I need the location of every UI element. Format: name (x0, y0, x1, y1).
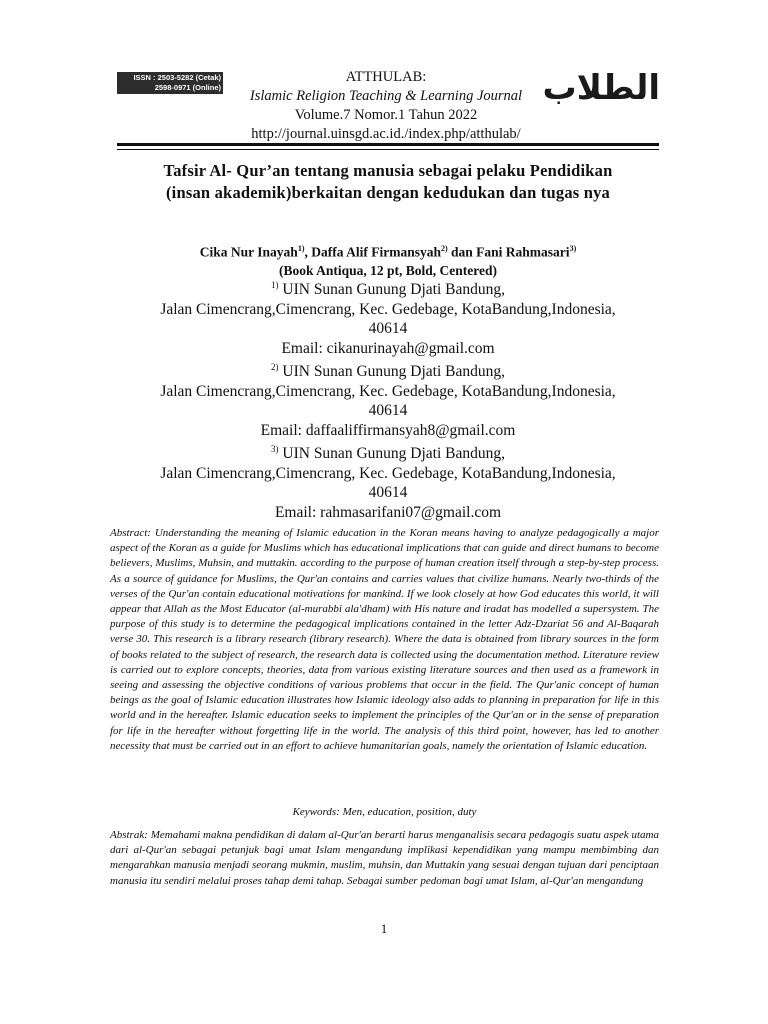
affiliations (100, 276, 676, 522)
author-1-mark: 1) (297, 244, 305, 253)
affiliation-3-postcode: 40614 (368, 484, 408, 502)
affiliation-2-address: Jalan Cimencrang,Cimencrang, Kec. Gedebage, KotaBandung,Indonesia, (160, 382, 616, 400)
header-rule-thick (117, 143, 659, 146)
author-style-note: (Book Antiqua, 12 pt, Bold, Centered) (278, 262, 498, 278)
affiliation-2-institution: UIN Sunan Gunung Djati Bandung, (278, 363, 505, 381)
journal-url[interactable]: http://journal.uinsgd.ac.id./index.php/atthulab/ (251, 126, 521, 142)
title-line-1: Tafsir Al- Qur’an tentang manusia sebagai pelaku Pendidikan (163, 161, 613, 180)
page-number: 1 (380, 921, 388, 936)
journal-name: ATTHULAB: (345, 69, 427, 85)
affiliation-2 (100, 358, 676, 440)
affiliation-2-postcode: 40614 (368, 402, 408, 420)
author-3-mark: 3) (569, 244, 577, 253)
affiliation-3-institution: UIN Sunan Gunung Djati Bandung, (278, 445, 505, 463)
paper-title (117, 160, 659, 204)
abstract-english: Abstract: Understanding the meaning of Islamic education in the Koran means having to analyze pedagogically a major aspect of the Koran as a guide for Muslims which has educational implications that can guide and direct humans to become believers, Muslims, Muhsin, and muttakin. according to the purpose of human creation itself through a step-by-step process. As a source of guidance for Muslims, the Qur'an contains and carries values that civilize humans. Nearly two-thirds of the verses of the Qur'an contain educational motivations for mankind. If we look closely at how God educates this world, it will appear that Allah as the Most Educator (al-murabbi ala'dham) with His nature and iradat has modelled a supersystem. The purpose of this study is to determine the pedagogical implications contained in the letter Adz-Dzariat 56 and Al-Baqarah verse 30. This research is a library research (library research). Where the data is obtained from library sources in the form of books related to the subject of research, the research data is collected using the documentation method. Literature review is carried out to explore concepts, theories, data from various existing literature sources and then used as a framework in seeing and assessing the objective conditions of various problems that occur in the field. The Qur'anic concept of human beings as the goal of Islamic education illustrates how Islamic ideology also adds to planning in preparation for life in this world and in the hereafter. Islamic education seeks to implement the principles of the Qur'an or in the sense of preparation for life in the hereafter without forgetting life in the world. The analysis of this third point, however, has led to another necessity that must be carried out in an effort to achieve humanitarian goals, namely the orientation of Islamic education. (110, 527, 659, 752)
title-line-2: (insan akademik)berkaitan dengan kedudukan dan tugas nya (165, 183, 611, 202)
author-block (117, 240, 659, 280)
journal-volume: Volume.7 Nomor.1 Tahun 2022 (294, 107, 478, 123)
keywords: Keywords: Men, education, position, duty (292, 806, 477, 818)
author-2: , Daffa Alif Firmansyah (304, 244, 441, 260)
author-3: dan Fani Rahmasari (447, 244, 570, 260)
abstract-indonesian: Abstrak: Memahami makna pendidikan di dalam al-Qur'an berarti harus menganalisis secara pedagogis suatu aspek utama dari al-Qur'an sebagai petunjuk bagi umat Islam mengandung implikasi kependidikan yang mampu membimbing dan mengarahkan manusia menjadi seorang mukmin, muslim, muhsin, dan Muttakin yang sesuai dengan tujuan dari penciptaan manusia itu sendiri melalui proses tahap demi tahap. Sebagai sumber pedoman bagi umat Islam, al-Qur'an mengandung (110, 829, 659, 887)
affiliation-1-email[interactable]: Email: cikanurinayah@gmail.com (281, 339, 495, 357)
author-2-mark: 2) (440, 244, 448, 253)
issn-online: 2598-0971 (Online) (154, 83, 221, 92)
affiliation-2-email[interactable]: Email: daffaaliffirmansyah8@gmail.com (260, 421, 516, 439)
journal-subtitle: Islamic Religion Teaching & Learning Journal (249, 88, 523, 104)
affiliation-3-mark: 3) (271, 444, 279, 455)
affiliation-1-postcode: 40614 (368, 320, 408, 338)
affiliation-1-mark: 1) (271, 280, 279, 290)
affiliation-1-institution: UIN Sunan Gunung Djati Bandung, (278, 281, 505, 299)
affiliation-3 (100, 440, 676, 522)
issn-print: ISSN : 2503-5282 (Cetak) (133, 73, 221, 82)
affiliation-2-mark: 2) (271, 362, 279, 373)
affiliation-3-address: Jalan Cimencrang,Cimencrang, Kec. Gedebage, KotaBandung,Indonesia, (160, 464, 616, 482)
affiliation-3-email[interactable]: Email: rahmasarifani07@gmail.com (274, 503, 502, 521)
author-1: Cika Nur Inayah (199, 244, 298, 260)
journal-logo: الطلاب (542, 68, 660, 108)
header-rule-thin (117, 149, 659, 150)
affiliation-1 (100, 276, 676, 358)
journal-header (180, 68, 592, 144)
author-list (117, 240, 659, 262)
affiliation-1-address: Jalan Cimencrang,Cimencrang, Kec. Gedebage, KotaBandung,Indonesia, (160, 300, 616, 318)
